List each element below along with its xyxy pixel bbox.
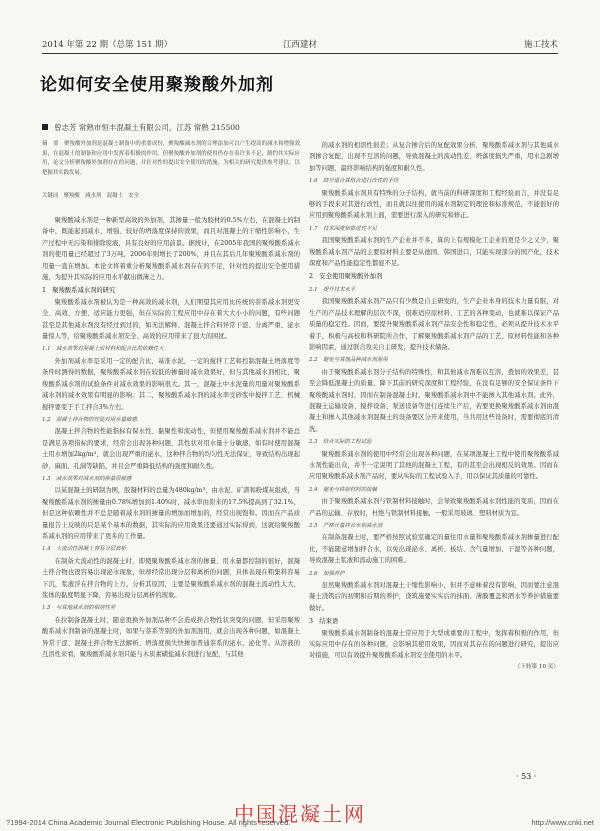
paragraph: 聚羧酸系减水剂被认为是一种高效的减水剂，人们期望其应用比传统的萘系减水剂更安全、高效、方便、适应能力更强，但在实际的工程应用中存在着大大小小的问题，有些问题甚至是其他减水剂没有经过到过的，如无法解释、混凝土拌合料异常干涩、分离严重、泌水量惊人等，给聚羧酸系减水剂安全、高效的应用带来了很大的困扰。: [42, 298, 300, 341]
subsection-heading: 1.4 大流动性混凝土容易分层离析: [42, 546, 127, 553]
right-column: [309, 140, 559, 673]
paragraph: 在制备混凝土时，要严格按照试验室确定的量往用水量和聚羧酸系减水剂掺量进行配比，不能随意增加拌合水，以免出现泌水、离析、板结、含气量增加、干湿等各种问题，导致混凝土浆液和流动施工的困难。: [309, 534, 559, 565]
paragraph: 以某混凝土的研制为例，胶凝材料的总量为480kg/m³，由水泥、矿渣和粉煤灰组成，当聚羧酸系减水剂的掺量由0.78%增加到1.40%时，减水率由原来的17.5%提高到了32.1%，但是这种依赖性并不总是随着减水剂的掺量的增加而增加的，经常出现饱和。因而在产品质量报告上反映的只是某个基本的数据，其实际的应用效果还要通过实际得到，这就给聚羧酸系减水剂的应用带来了更多的工作量。: [42, 487, 300, 540]
subsection-heading: 2.3 结合实际的工程试验: [309, 439, 372, 446]
author-text: 曾志芳 常熟市恒丰混凝土有限公司，江苏 常熟 215500: [54, 123, 240, 132]
paragraph: 由于聚羧酸系减水剂与铁制材料接触时，会导致聚羧酸系减水剂性能的变质，因而在产品的运输、存放时，杜绝与铁制材料接触，一般采用玻璃、塑料材质为宜。: [309, 498, 559, 517]
subsection-heading: 2.4 避免与铁制材料的接触: [309, 486, 377, 493]
subsection-heading: 1.2 混凝土拌合物的性能对用水量敏感: [42, 416, 137, 423]
paragraph: 我国聚羧酸系减水剂的生产企业并不多，算的上有规模化工企业的更是少之又少，聚羧酸系减水剂产品的主要原材料主要是从德国、韩国进口，只能实现部分的国产化，技术深度和产品性能稳定性都显不足。: [309, 237, 559, 268]
subsection-heading: 2.6 加强养护: [309, 570, 345, 577]
section-heading: 2 安全使用聚羧酸外加剂: [309, 273, 383, 281]
article-title: 论如何安全使用聚羧酸外加剂: [40, 75, 274, 95]
paragraph: 聚羧酸系减水剂的使用中经常会出现各种问题，在某项混凝土工程中使用聚羧酸系减水剂性能出众，并不一定说明了其他的混凝土工程，有的甚至会出现相反的效果。因而在应用聚羧酸系减水剂产品时，要从实际的工程试验入手，用以保证其质量的可靠性。: [309, 450, 559, 481]
subsection-heading: 2.5 严格计量拌合水和减水剂: [309, 523, 383, 529]
subsection-heading: 2.1 提升技术水平: [309, 286, 356, 293]
subsection-heading: 1.5 与其他减水剂的相溶性差: [42, 605, 116, 612]
watermark: 中国混凝土网: [234, 802, 366, 826]
paragraph: 的减水剂的相溶性很差；从复合掺合后的复配效果分析，聚羧酸系减水剂与其他减水剂掺合复配，出现不互溶的问题，导致混凝土的流动性差、坍落度损失严重，用水急剧增加等问题，最终影响结构的强度和耐久性。: [309, 142, 559, 172]
paragraph: 由于聚羧酸系减水剂分子结构的特殊性，和其他减水剂难以互溶，叠加的效果差，甚至会降低混凝土的质量，降下其前的研究深度和工程经验，在没有足够的安全保证条件下聚羧酸减水剂时，因而在制备混凝土时，聚羧酸系减水剂中不能掺入其他减水剂。此外，混凝土运输设备、搅拌设备、泵送设备等进行连续生产后，若要更换聚羧酸系减水剂由混凝土和掺入其他减水剂混凝土的设备要区分开来使用，当共用这些设备时，需要彻底的清洗。: [309, 368, 559, 433]
header-rule: [42, 53, 558, 54]
journal-name: 江西建材: [282, 40, 317, 50]
copyright-text: ?1994-2014 China Academic Journal Electronic Publishing House. All rights reserved.: [6, 818, 291, 827]
issue-info: 2014 年第 22 期（总第 151 期）: [42, 40, 173, 50]
left-column: [42, 215, 300, 660]
section-heading: 3 结束语: [309, 618, 339, 626]
paragraph: 外加剂减水率是采用一定的配合比，基准水泥，一定的搅拌工艺和控制混凝土坍落度等条件时测得的数据，聚羧酸系减水剂在较低的掺量时减水效果好，但与其他减水剂相比，聚羧酸系减水剂的试验条件对减水效果的影响很大。其一，混凝土中水泥量的用量对聚羧酸系减水剂的减水效果有明显的影响；其二，聚羧酸系减水剂的减水率受砂浆中搅拌工艺、机械搅拌要变于手工拌合3%左右。: [42, 357, 300, 411]
subsection-heading: 1.6 缺少适合其组合进行改性的手段: [309, 178, 399, 185]
paragraph: 聚羧酸系减水剂制备的混凝土常应用于大型或重要的工程中，发挥着积极的作用，但实际应用中存在的各种问题，会影响其使用效果，因而对其存在的问题进行研究，提出应对措施，可以有效提升聚羧酸系减水剂安全使用的水平。: [309, 629, 559, 660]
paragraph: 虽然聚羧酸系减水剂对混凝土干缩性影响小，但并不意味着没有影响，因而要注意混凝土浇筑后的初期和后期的养护，浇筑施要实实后的抹面、薄膜覆盖和洒水等养护措施要做好。: [309, 582, 559, 612]
paragraph: 在拉制备混凝土时，随意更换外加剂品种不会造成拌合物性状突变的问题，但采用聚羧酸系减水剂制备的混凝土时，如果与萘系等别的外加剂混用，就会出现各种问题，如混凝土异常干涩、混凝土拌合物无法解析、坍落度损失快掺加普通萘系的泌水，泌化等。从溶液的互溶性来看，聚羧酸系减水剂只能与木质素磺盐减水剂进行复配，与其他: [42, 616, 300, 659]
page-number: · 53 ·: [516, 772, 537, 781]
abstract: 摘 要 聚羧酸外加剂是混凝土制备中的重要成份，聚羧酸减水剂的合理添加可以产生提高的减水和增强效果，在混凝土的制备和应用中发挥着积极的作用。但聚羧酸外加剂的使用仍存在着许多不足，制约其实际应用，论文分析聚羧酸外加剂存在的问题，并针对性的提出安全使用的措施，为相关的研究提供参考建议，以把握其实践发展。: [42, 141, 300, 176]
paragraph: 聚羧酸系减水剂具有特殊的分子结构，就当前的科研深度和工程经验而言，并没有足够的手段来对其进行改性，而且就以往使用的减水剂制定的理论和标准规范，不能很好的应用到聚羧酸系减水剂上面，需要进行深入的研究和修正。: [309, 189, 559, 220]
section-heading: 1 聚羧酸系减水剂的研究: [42, 287, 116, 295]
subsection-heading: 2.2 避免与其他品种减水剂混用: [309, 357, 388, 364]
keywords: 关键词 聚羧酸 减水剂 混凝土 安全: [42, 193, 140, 199]
running-header: [42, 38, 558, 52]
paragraph: 混凝土拌合物的性能指标有保水性、黏聚性和流动性，但使用聚羧酸系减水剂并不能总是满足各项指标的要求，经常会出现各种问题，其性状对用水量十分敏感，如有时使用混凝土用水增加2kg/m³，就会出现严重的泌水，这种拌合物的均匀性无法保证，导致结构出现起砂、麻面、孔洞等缺陷，并且会严重降低结构的强度和耐久性。: [42, 428, 300, 470]
copyright-footer: [6, 818, 594, 827]
subsection-heading: 1.1 减水效果对混凝土原材料和配合比的依赖性大: [42, 346, 164, 353]
continuation-note: （下转第 10 页）: [514, 663, 559, 670]
paragraph: 我国聚羧酸系减水剂产品只有少数是自主研发的，生产企业本身的技术力量有限，对生产的产品技术理解的层次不深，很难适应原材料、工艺的各种变动，也就难以保证产品质量的稳定性。因而，要提升聚羧酸系减水剂产品安全性和稳定性，必须从提升技术水平着手，积极与高校和科研院所合作，了解聚羧酸系减水剂产品的工艺、原材料性能和各种影响因素，通过联合攻关自主研发，提升技术储备。: [309, 298, 559, 351]
author-line: [42, 122, 240, 133]
paragraph: 聚羧酸减水剂是一种新型高效的外加剂，其掺量一般为胶材的0.5%左右，在混凝土的制备中，既能起到减水、增强、较好的坍落度保持的效果，而且对混凝土的干缩性影响小，生产过程中无污染和排除废液，具有良好的应用前景。据统计，在2005年我国的聚羧酸系减水剂的使用量已经超过了3万吨，2006年则增长了200%，并且在其后几年聚羧酸系减水剂的用量一直在增加。本论文将着重分析聚羧酸系减水剂存在的不足，针对性的提出安全使用措施，为提升其实际的应用水平献出微薄之力。: [42, 217, 300, 282]
subsection-heading: 1.7 技术深度和推进性不足: [309, 225, 377, 232]
paragraph: 在制备大流动性的混凝土时，即使聚羧酸系减水剂的掺量、用水量都控制的很好，混凝土拌合物也很容易出现泌水现象，但却经常出现分层和离析的问题，具体表现在粗集料容易下沉，浆液浮在拌合物的上方。分析其原因，主要是聚羧酸系减水剂的混凝土流动性太大，浆体的黏度明显下降，容易出现分层离析的现象。: [42, 557, 300, 599]
subsection-heading: 1.3 减水效果对减水剂的掺量很敏感: [42, 475, 132, 482]
footer-url: http://www.cnki.net: [531, 818, 594, 827]
author-bullet-icon: [42, 124, 48, 130]
section-name: 施工技术: [523, 40, 558, 50]
